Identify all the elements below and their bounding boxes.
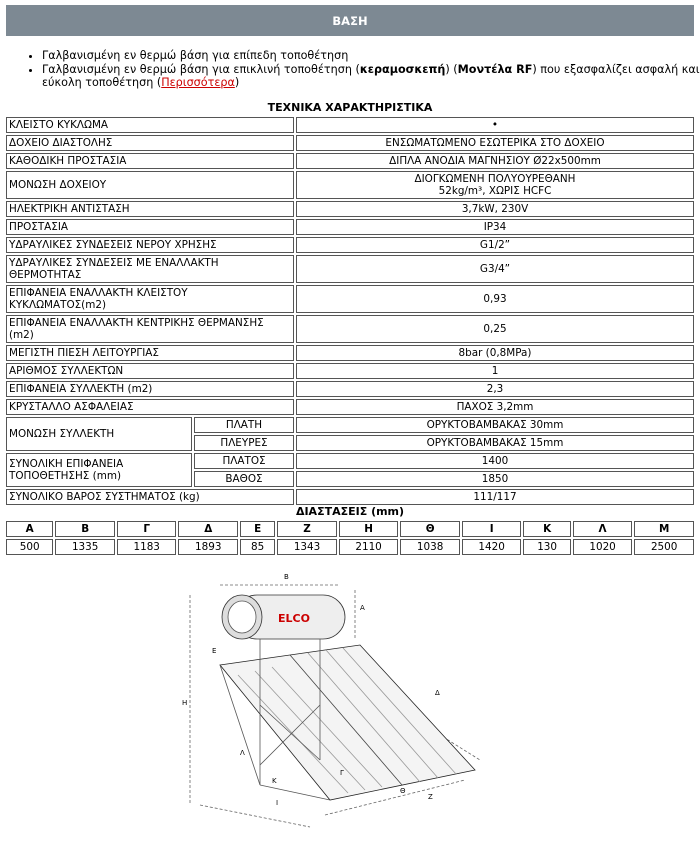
dim-header: Α [6, 521, 53, 537]
dims-title: ΔΙΑΣΤΑΣΕΙΣ (mm) [295, 505, 405, 518]
bullet-text: Γαλβανισμένη εν θερμώ βάση για επίπεδη τοποθέτηση [42, 49, 349, 62]
dim-value: 1020 [573, 539, 633, 555]
spec-label-line: (m2) [9, 329, 34, 341]
dim-header: Θ [400, 521, 460, 537]
label-th: Θ [400, 787, 406, 795]
spec-label: ΚΑΘΟΔΙΚΗ ΠΡΟΣΤΑΣΙΑ [6, 153, 294, 169]
table-row [6, 153, 694, 169]
label-d: Δ [435, 689, 440, 697]
table-row [6, 135, 694, 151]
dim-header: Δ [178, 521, 238, 537]
table-row [6, 345, 694, 361]
spec-label: ΜΕΓΙΣΤΗ ΠΙΕΣΗ ΛΕΙΤΟΥΡΓΙΑΣ [6, 345, 294, 361]
spec-value: 1400 [296, 453, 694, 469]
table-row [6, 381, 694, 397]
spec-value-line: ΔΙΟΓΚΩΜΕΝΗ ΠΟΛΥΟΥΡΕΘΑΝΗ [414, 173, 576, 185]
label-k: Κ [272, 777, 277, 785]
table-row [6, 363, 694, 379]
table-row [6, 539, 694, 555]
spec-label: ΣΥΝΟΛΙΚΟ ΒΑΡΟΣ ΣΥΣΤΗΜΑΤΟΣ (kg) [6, 489, 294, 505]
spec-label-line: ΚΥΚΛΩΜΑΤΟΣ(m2) [9, 299, 107, 311]
table-row [6, 117, 694, 133]
dims-table [4, 519, 696, 557]
spec-value: ΟΡΥΚΤΟΒΑΜΒΑΚΑΣ 15mm [296, 435, 694, 451]
dim-value: 1343 [277, 539, 337, 555]
spec-value-line: 52kg/m³, ΧΩΡΙΣ HCFC [438, 185, 552, 197]
table-row [6, 285, 694, 313]
more-link[interactable]: Περισσότερα [161, 76, 235, 89]
spec-label: ΠΡΟΣΤΑΣΙΑ [6, 219, 294, 235]
label-a: Α [360, 604, 365, 612]
spec-label: ΜΟΝΩΣΗ ΣΥΛΛΕΚΤΗ [6, 417, 192, 451]
bullet-bold-text: Μοντέλα RF [457, 62, 533, 76]
spec-label-line: ΕΠΙΦΑΝΕΙΑ ΕΝΑΛΛΑΚΤΗ ΚΛΕΙΣΤΟΥ [9, 287, 188, 299]
spec-value: 111/117 [296, 489, 694, 505]
dim-value: 85 [240, 539, 275, 555]
dim-header: Λ [573, 521, 633, 537]
collector-panel [220, 645, 475, 800]
spec-value: G1/2” [296, 237, 694, 253]
dim-value: 1183 [117, 539, 177, 555]
label-h: Η [182, 699, 188, 707]
tank [222, 595, 345, 639]
spec-sublabel: ΒΑΘΟΣ [194, 471, 294, 487]
list-item [42, 49, 700, 63]
bullet-text: ) που εξασφαλίζει ασφαλή και εύκολη τοποθέτηση ( [42, 62, 700, 89]
spec-label: ΕΠΙΦΑΝΕΙΑ ΣΥΛΛΕΚΤΗ (m2) [6, 381, 294, 397]
table-row [6, 201, 694, 217]
spec-value: 1 [296, 363, 694, 379]
dim-header: Ζ [277, 521, 337, 537]
spec-label-line: ΥΔΡΑΥΛΙΚΕΣ ΣΥΝΔΕΣΕΙΣ ΜΕ ΕΝΑΛΛΑΚΤΗ [9, 257, 219, 269]
spec-value: 0,25 [296, 315, 694, 343]
table-row [6, 237, 694, 253]
label-b: Β [284, 573, 289, 581]
spec-value: • [296, 117, 694, 133]
spec-value: 3,7kW, 230V [296, 201, 694, 217]
spec-label: ΗΛΕΚΤΡΙΚΗ ΑΝΤΙΣΤΑΣΗ [6, 201, 294, 217]
spec-label [6, 285, 294, 313]
label-l: Λ [240, 749, 245, 757]
bullet-text: ) ( [445, 62, 458, 76]
dim-value: 1893 [178, 539, 238, 555]
bullet-bold-text: κεραμοσκεπή [359, 62, 446, 76]
spec-value: ΟΡΥΚΤΟΒΑΜΒΑΚΑΣ 30mm [296, 417, 694, 433]
spec-value [296, 171, 694, 199]
spec-value: 1850 [296, 471, 694, 487]
specs-table [4, 115, 696, 507]
bullet-text: ) [234, 76, 240, 89]
spec-sublabel: ΠΛΑΤΗ [194, 417, 294, 433]
spec-value: 2,3 [296, 381, 694, 397]
dim-value: 130 [523, 539, 570, 555]
spec-label-line: ΘΕΡΜΟΤΗΤΑΣ [9, 269, 82, 281]
spec-label [6, 315, 294, 343]
table-row [6, 255, 694, 283]
spec-sublabel: ΠΛΑΤΟΣ [194, 453, 294, 469]
table-row [6, 453, 694, 469]
dim-value: 2110 [339, 539, 399, 555]
spec-value: ΕΝΣΩΜΑΤΩΜΕΝΟ ΕΣΩΤΕΡΙΚΑ ΣΤΟ ΔΟΧΕΙΟ [296, 135, 694, 151]
table-row [6, 219, 694, 235]
dim-value: 1038 [400, 539, 460, 555]
spec-value: IP34 [296, 219, 694, 235]
table-row [6, 171, 694, 199]
spec-value: 0,93 [296, 285, 694, 313]
base-options-list [24, 49, 700, 90]
spec-label: ΜΟΝΩΣΗ ΔΟΧΕΙΟΥ [6, 171, 294, 199]
spec-value: ΔΙΠΛΑ ΑΝΟΔΙΑ ΜΑΓΝΗΣΙΟΥ Ø22x500mm [296, 153, 694, 169]
dim-value: 500 [6, 539, 53, 555]
specs-title: ΤΕΧΝΙΚΑ ΧΑΡΑΚΤΗΡΙΣΤΙΚΑ [267, 101, 433, 114]
brand-logo: ELCO [278, 612, 310, 625]
spec-label-line: ΕΠΙΦΑΝΕΙΑ ΕΝΑΛΛΑΚΤΗ ΚΕΝΤΡΙΚΗΣ ΘΕΡΜΑΝΣΗΣ [9, 317, 264, 329]
table-row [6, 489, 694, 505]
dim-header: Ι [462, 521, 522, 537]
spec-value: 8bar (0,8MPa) [296, 345, 694, 361]
label-z: Ζ [428, 793, 433, 801]
table-row [6, 399, 694, 415]
spec-label [6, 255, 294, 283]
dim-value: 1335 [55, 539, 115, 555]
spec-value: ΠΑΧΟΣ 3,2mm [296, 399, 694, 415]
dim-header: Β [55, 521, 115, 537]
spec-label: ΑΡΙΘΜΟΣ ΣΥΛΛΕΚΤΩΝ [6, 363, 294, 379]
spec-sublabel: ΠΛΕΥΡΕΣ [194, 435, 294, 451]
label-e: Ε [212, 647, 217, 655]
table-row [6, 417, 694, 433]
section-header-title: ΒΑΣΗ [332, 13, 368, 28]
label-i: Ι [276, 799, 279, 807]
dim-value: 2500 [634, 539, 694, 555]
spec-label: ΥΔΡΑΥΛΙΚΕΣ ΣΥΝΔΕΣΕΙΣ ΝΕΡΟΥ ΧΡΗΣΗΣ [6, 237, 294, 253]
label-g: Γ [340, 769, 344, 777]
spec-value: G3/4” [296, 255, 694, 283]
dim-header: Ε [240, 521, 275, 537]
list-item [42, 63, 700, 90]
dim-header: Κ [523, 521, 570, 537]
spec-label-line: ΣΥΝΟΛΙΚΗ ΕΠΙΦΑΝΕΙΑ [9, 458, 124, 470]
spec-label: ΚΡΥΣΤΑΛΛΟ ΑΣΦΑΛΕΙΑΣ [6, 399, 294, 415]
spec-label: ΚΛΕΙΣΤΟ ΚΥΚΛΩΜΑ [6, 117, 294, 133]
table-row [6, 521, 694, 537]
spec-label: ΔΟΧΕΙΟ ΔΙΑΣΤΟΛΗΣ [6, 135, 294, 151]
dim-value: 1420 [462, 539, 522, 555]
spec-label [6, 453, 192, 487]
section-header [6, 5, 694, 36]
dim-header: Η [339, 521, 399, 537]
bullet-text: Γαλβανισμένη εν θερμώ βάση για επικλινή τοποθέτηση ( [42, 62, 360, 76]
dim-header: Μ [634, 521, 694, 537]
solar-heater-diagram [180, 565, 500, 845]
spec-label-line: ΤΟΠΟΘΕΤΗΣΗΣ (mm) [9, 470, 122, 482]
dim-header: Γ [117, 521, 177, 537]
table-row [6, 315, 694, 343]
